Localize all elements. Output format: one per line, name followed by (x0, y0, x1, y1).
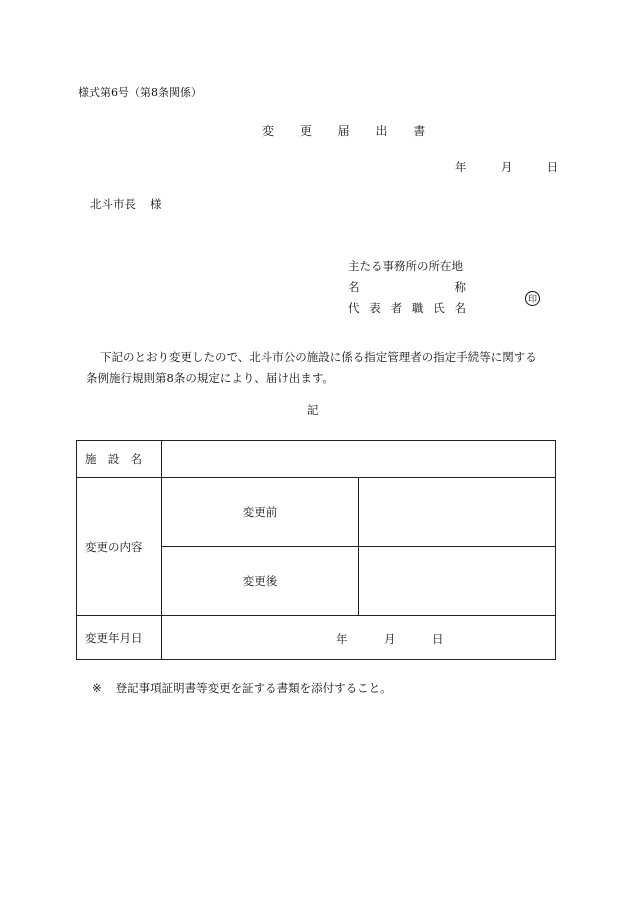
change-date-label: 変更年月日 (77, 616, 162, 660)
document-title: 変 更 届 出 書 (262, 124, 437, 138)
change-date-row (77, 616, 556, 660)
change-form-table (76, 440, 556, 660)
note-text: 登記事項証明書等変更を証する書類を添付すること。 (115, 681, 392, 695)
submission-date (455, 162, 558, 174)
facility-row (77, 441, 556, 478)
after-label: 変更後 (162, 547, 359, 616)
office-address-row (348, 256, 466, 277)
facility-value-cell[interactable] (162, 441, 556, 478)
office-address-label: 主たる事務所の所在地 (348, 258, 463, 273)
name-row (348, 277, 466, 298)
body-line-2: 条例施行規則第8条の規定により、届け出ます。 (86, 371, 334, 385)
name-label: 名 称 (348, 279, 466, 294)
after-value-cell[interactable] (359, 547, 556, 616)
form-number: 様式第6号（第8条関係） (78, 86, 202, 99)
addressee (90, 199, 162, 211)
body-paragraph (86, 347, 556, 389)
change-date-day: 日 (432, 631, 444, 646)
change-date-month: 月 (384, 631, 396, 646)
facility-label: 施 設 名 (85, 452, 142, 466)
note-mark: ※ (92, 681, 102, 695)
before-row (77, 478, 556, 547)
attachment-note (92, 683, 392, 695)
applicant-block (348, 256, 466, 319)
addressee-name: 北斗市長 (90, 197, 136, 211)
seal-mark: 印 (525, 291, 540, 306)
representative-label: 代 表 者 職 氏 名 (348, 300, 466, 315)
date-year-label: 年 (455, 160, 467, 174)
date-day-label: 日 (546, 160, 559, 174)
change-date-value-cell[interactable] (162, 616, 556, 660)
before-value-cell[interactable] (359, 478, 556, 547)
date-month-label: 月 (500, 160, 513, 174)
before-label: 変更前 (162, 478, 359, 547)
facility-label-cell (77, 441, 162, 478)
change-content-label: 変更の内容 (77, 478, 162, 616)
representative-row (348, 298, 466, 319)
change-date-year: 年 (336, 631, 348, 646)
ki-heading: 記 (307, 403, 319, 417)
addressee-honorific: 様 (150, 197, 162, 211)
body-line-1: 下記のとおり変更したので、北斗市公の施設に係る指定管理者の指定手続等に関する (100, 350, 537, 364)
